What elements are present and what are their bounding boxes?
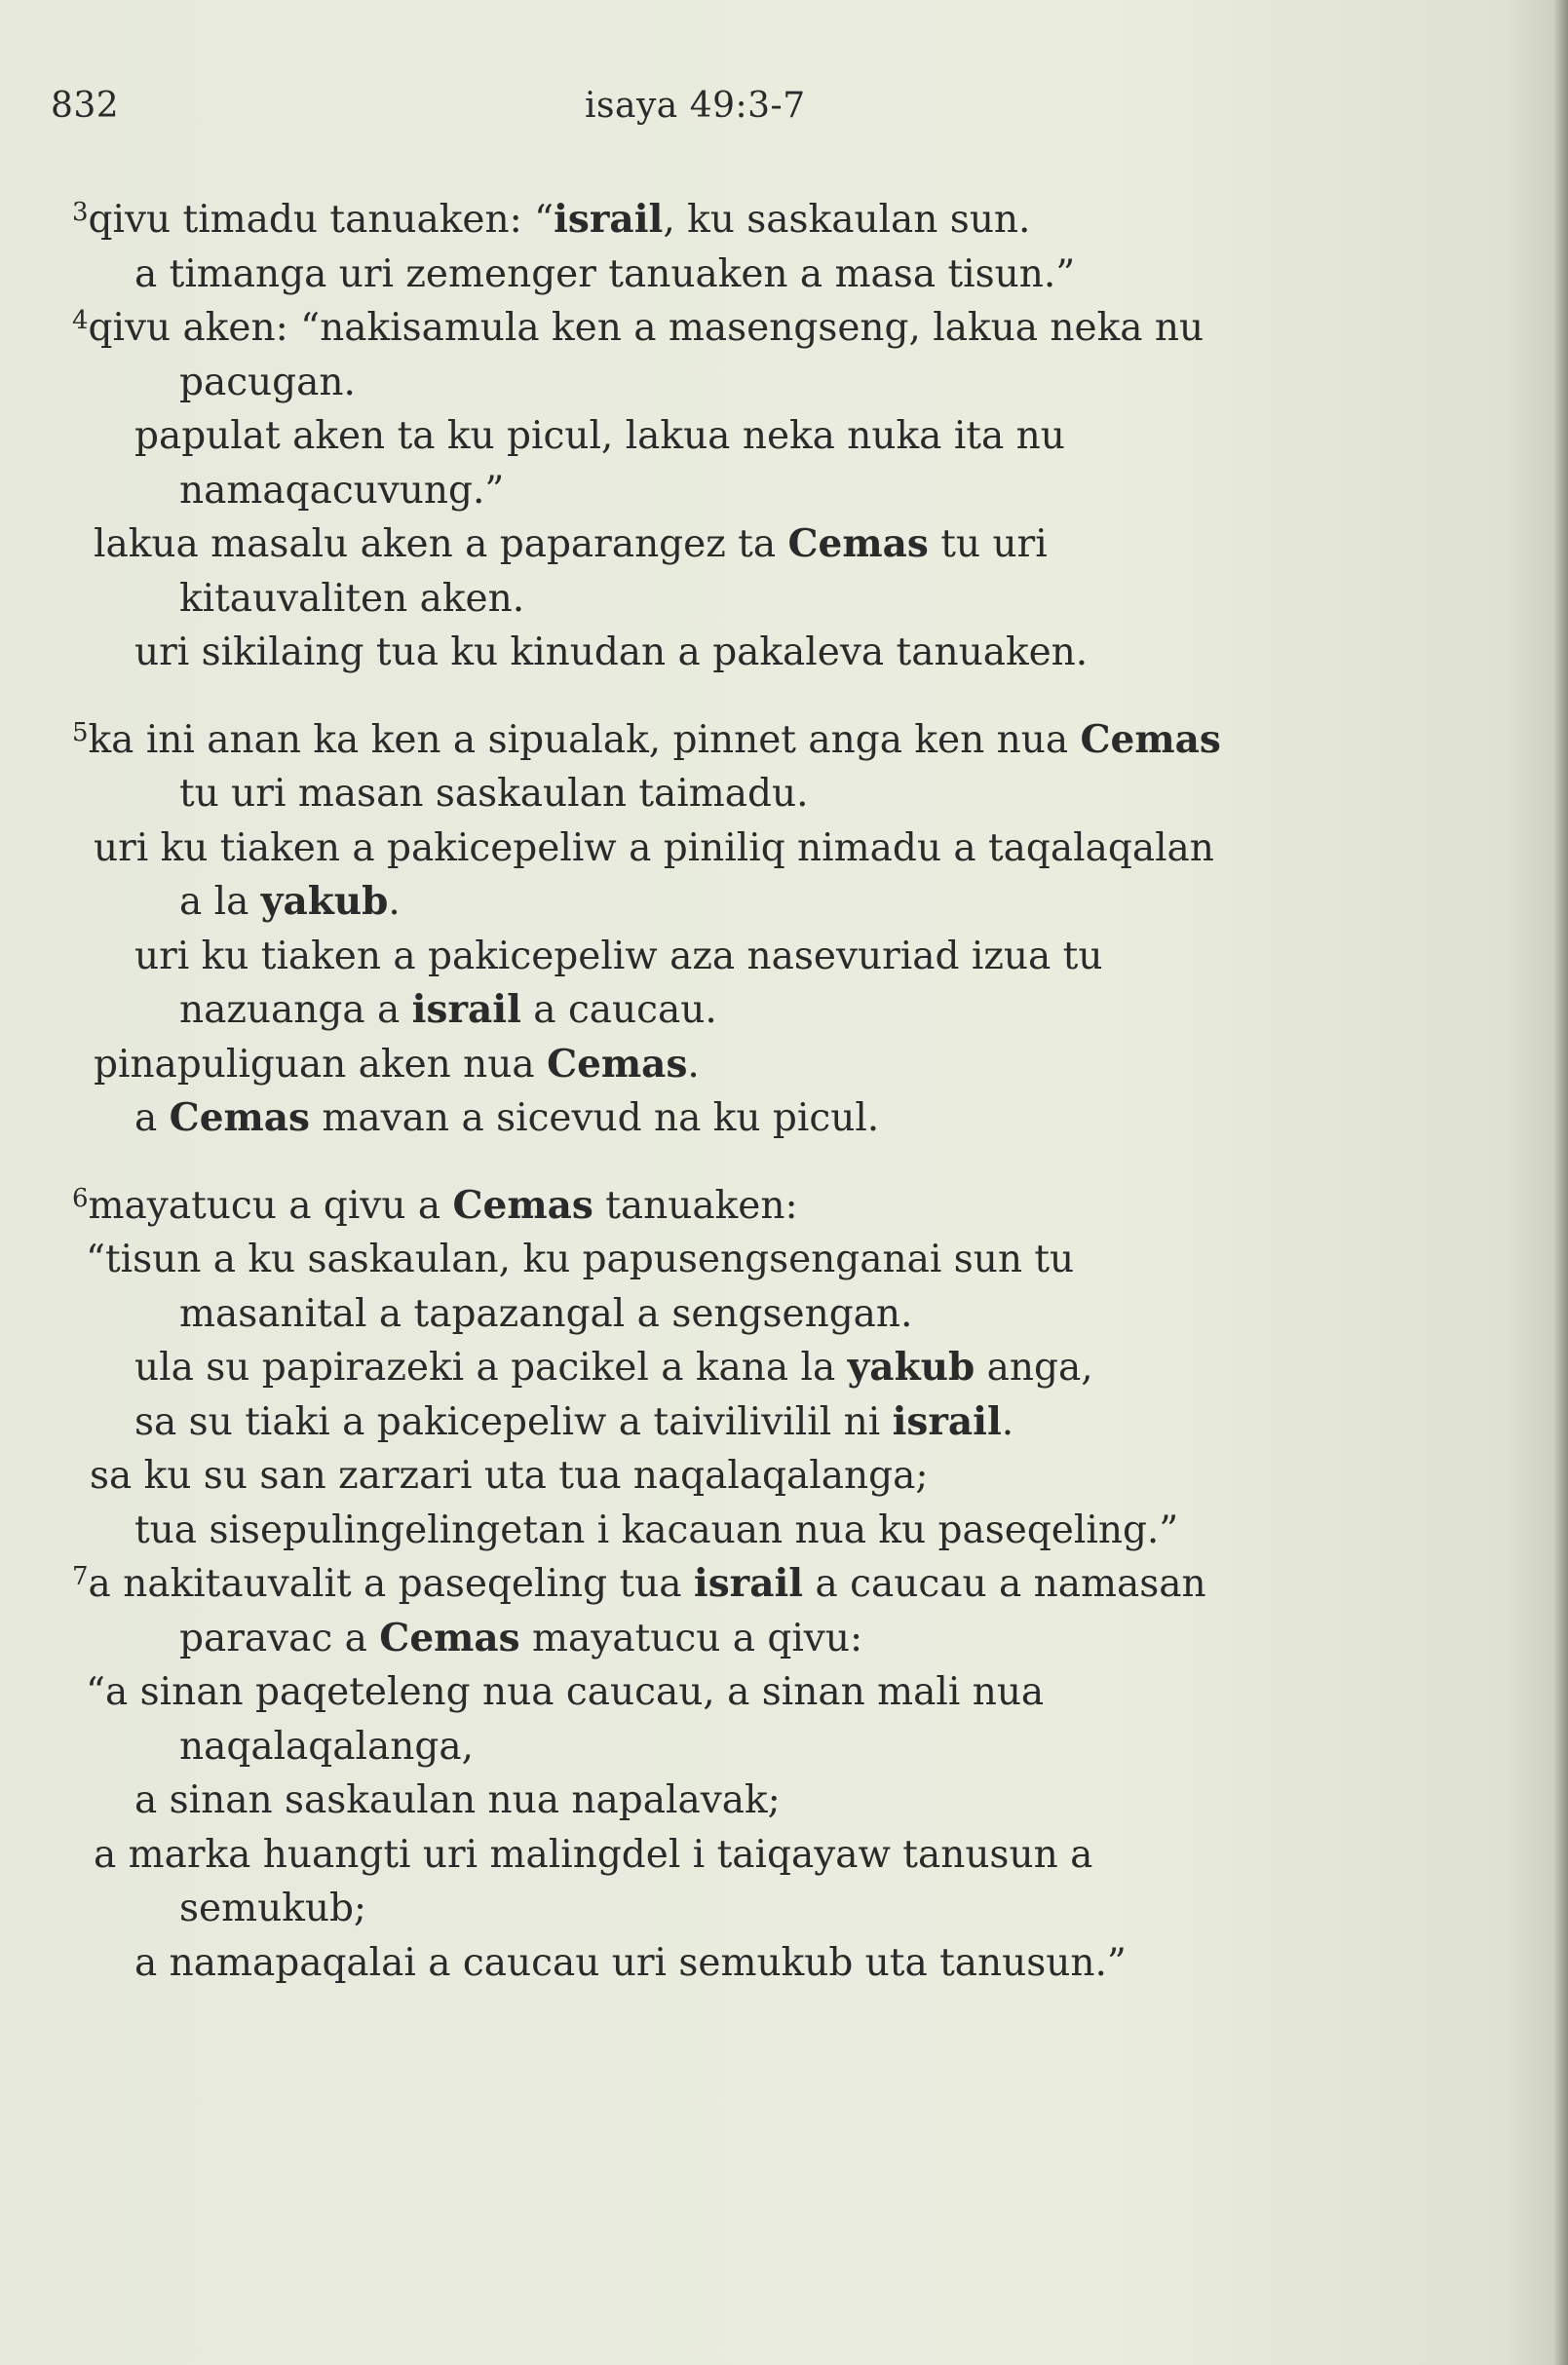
verse-7-line-2: paravac a Cemas mayatucu a qivu:	[179, 1615, 863, 1660]
verse-6-line-7: tua sisepulingelingetan i kacauan nua ku paseqeling.”	[134, 1507, 1179, 1552]
verse-5-line-3: uri ku tiaken a pakicepeliw a piniliq nimadu a taqalaqalan	[94, 825, 1214, 870]
verse-5-line-5: uri ku tiaken a pakicepeliw aza nasevuriad izua tu	[134, 934, 1103, 978]
verse-7-line-3: “a sinan paqeteleng nua caucau, a sinan mali nua	[86, 1670, 1045, 1714]
verse-4-line-1: $^4$qivu aken: “nakisamula ken a masengseng, lakua neka nu	[72, 306, 1205, 350]
verse-7-line-1: $^7$a nakitauvalit a paseqeling tua israil a caucau a namasan	[72, 1561, 1206, 1606]
verse-5-line-8: a Cemas mavan a sicevud na ku picul.	[134, 1095, 880, 1140]
chapter-reference: isaya 49:3-7	[585, 86, 806, 126]
verse-number: 5	[72, 717, 89, 747]
verse-3-line-2: a timanga uri zemenger tanuaken a masa tisun.”	[134, 251, 1076, 296]
page-binding-edge	[1554, 0, 1568, 2365]
verse-number: 3	[72, 198, 89, 227]
verse-6-line-3: masanital a tapazangal a sengsengan.	[179, 1291, 913, 1336]
verse-7-line-4: naqalaqalanga,	[179, 1724, 474, 1769]
verse-7-line-7: semukub;	[179, 1887, 367, 1930]
verse-6-line-6: sa ku su san zarzari uta tua naqalaqalanga;	[90, 1454, 929, 1498]
verse-7-line-6: a marka huangti uri malingdel i taiqayaw tanusun a	[94, 1832, 1093, 1877]
verse-4-line-2: pacugan.	[179, 360, 356, 404]
verse-number: 7	[72, 1562, 89, 1591]
verse-5-line-6: nazuanga a israil a caucau.	[179, 987, 717, 1032]
verse-5-line-7: pinapuliguan aken nua Cemas.	[94, 1041, 700, 1087]
running-header	[51, 86, 928, 144]
verse-4-line-3: papulat aken ta ku picul, lakua neka nuka ita nu	[134, 414, 1065, 458]
verse-4-line-5: lakua masalu aken a paparangez ta Cemas tu uri	[94, 521, 1048, 566]
verse-4-line-7: uri sikilaing tua ku kinudan a pakaleva tanuaken.	[134, 630, 1089, 674]
verse-number: 4	[72, 306, 89, 335]
verse-7-line-8: a namapaqalai a caucau uri semukub uta tanusun.”	[134, 1940, 1127, 1985]
verse-number: 6	[72, 1183, 89, 1213]
verse-3-line-1: $^3$qivu timadu tanuaken: “israil, ku saskaulan sun.	[72, 197, 1031, 242]
verse-4-line-6: kitauvaliten aken.	[179, 576, 525, 621]
scripture-text	[72, 193, 1429, 1990]
verse-5-line-4: a la yakub.	[179, 879, 401, 924]
verse-6-line-5: sa su tiaki a pakicepeliw a taivilivilil ni israil.	[134, 1398, 1014, 1444]
verse-7-line-5: a sinan saskaulan nua napalavak;	[134, 1778, 781, 1822]
page-number: 832	[51, 86, 120, 126]
verse-4-line-4: namaqacuvung.”	[179, 468, 505, 513]
verse-6-line-4: ula su papirazeki a pacikel a kana la yakub anga,	[134, 1345, 1093, 1390]
verse-6-line-1: $^6$mayatucu a qivu a Cemas tanuaken:	[72, 1182, 798, 1228]
verse-5-line-1: $^5$ka ini anan ka ken a sipualak, pinnet anga ken nua Cemas	[72, 716, 1221, 762]
verse-6-line-2: “tisun a ku saskaulan, ku papusengsenganai sun tu	[86, 1238, 1075, 1281]
verse-5-line-2: tu uri masan saskaulan taimadu.	[179, 772, 809, 816]
